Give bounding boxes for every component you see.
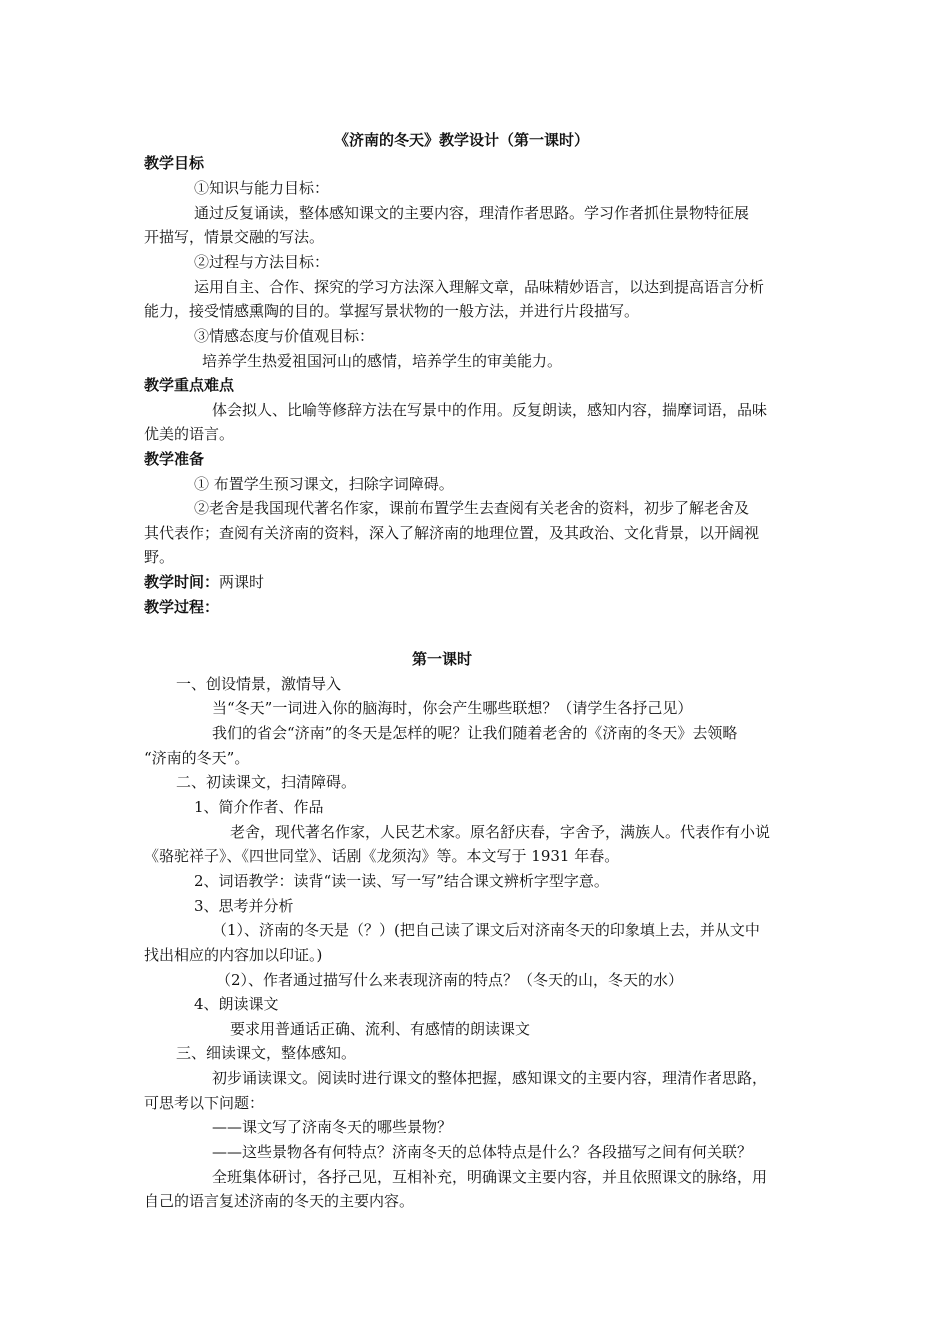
section-2-question-1-line-1: （1）、济南的冬天是（？）(把自己读了课文后对济南冬天的印象填上去，并从文中 (212, 921, 760, 939)
key-points-text-2: 优美的语言。 (144, 425, 235, 443)
lesson-heading: 第一课时 (412, 650, 473, 668)
knowledge-text-1: 通过反复诵读，整体感知课文的主要内容，理清作者思路。学习作者抓住景物特征展 (194, 204, 750, 222)
section-2-title: 二、初读课文，扫清障碍。 (176, 773, 357, 791)
process-label: ②过程与方法目标： (194, 253, 330, 271)
section-2-question-2: （2）、作者通过描写什么来表现济南的特点？（冬天的山，冬天的水） (216, 971, 684, 989)
section-2-item-1: 1、简介作者、作品 (194, 798, 324, 816)
process-text-1: 运用自主、合作、探究的学习方法深入理解文章，品味精妙语言，以达到提高语言分析 (194, 278, 765, 296)
section-2-item-4-text: 要求用普通话正确、流利、有感情的朗读课文 (230, 1020, 531, 1038)
preparation-heading: 教学准备 (144, 450, 205, 468)
section-3-paragraph-1-line-2: 可思考以下问题： (144, 1094, 265, 1112)
preparation-item-2-line-2: 其代表作；查阅有关济南的资料，深入了解济南的地理位置，及其政治、文化背景，以开阔视 (144, 524, 760, 542)
key-points-heading: 教学重点难点 (144, 376, 235, 394)
section-3-paragraph-2-line-1: 全班集体研讨，各抒己见，互相补充，明确课文主要内容，并且依照课文的脉络，用 (212, 1168, 768, 1186)
section-3-question-1: ——课文写了济南冬天的哪些景物？ (212, 1118, 453, 1136)
process-heading: 教学过程： (144, 598, 220, 616)
key-points-text-1: 体会拟人、比喻等修辞方法在写景中的作用。反复朗读，感知内容，揣摩词语，品味 (212, 401, 768, 419)
section-3-title: 三、细读课文，整体感知。 (176, 1044, 357, 1062)
teaching-time (144, 572, 264, 592)
knowledge-label: ①知识与能力目标： (194, 179, 330, 197)
section-2-item-2: 2、词语教学：读背“读一读、写一写”结合课文辨析字型字意。 (194, 872, 609, 890)
section-2-item-4: 4、朗读课文 (194, 995, 279, 1013)
section-3-paragraph-1-line-1: 初步诵读课文。阅读时进行课文的整体把握，感知课文的主要内容，理清作者思路， (212, 1069, 768, 1087)
knowledge-text-2: 开描写，情景交融的写法。 (144, 228, 325, 246)
section-2-item-1-text-2: 《骆驼祥子》、《四世同堂》、话剧《龙须沟》等。本文写于 1931 年春。 (144, 847, 620, 865)
emotion-text: 培养学生热爱祖国河山的感情，培养学生的审美能力。 (202, 352, 563, 370)
preparation-item-2-line-3: 野。 (144, 548, 175, 566)
section-1-paragraph-1: 当“冬天”一词进入你的脑海时，你会产生哪些联想？（请学生各抒己见） (212, 699, 693, 717)
section-2-item-3: 3、思考并分析 (194, 897, 294, 915)
page-title: 《济南的冬天》教学设计（第一课时） (334, 131, 590, 149)
section-3-question-2: ——这些景物各有何特点？济南冬天的总体特点是什么？各段描写之间有何关联？ (212, 1143, 753, 1161)
preparation-item-1: ① 布置学生预习课文，扫除字词障碍。 (194, 475, 454, 493)
teaching-time-value: 两课时 (219, 573, 265, 591)
section-1-paragraph-2-line-2: “济南的冬天”。 (144, 749, 250, 767)
section-2-question-1-line-2: 找出相应的内容加以印证。) (144, 946, 323, 964)
process-text-2: 能力，接受情感熏陶的目的。掌握写景状物的一般方法，并进行片段描写。 (144, 302, 640, 320)
section-2-item-1-text-1: 老舍，现代著名作家，人民艺术家。原名舒庆春，字舍予，满族人。代表作有小说 (230, 823, 771, 841)
section-1-title: 一、创设情景，激情导入 (176, 675, 342, 693)
preparation-item-2-line-1: ②老舍是我国现代著名作家，课前布置学生去查阅有关老舍的资料，初步了解老舍及 (194, 499, 750, 517)
section-3-paragraph-2-line-2: 自己的语言复述济南的冬天的主要内容。 (144, 1192, 415, 1210)
emotion-label: ③情感态度与价值观目标： (194, 327, 375, 345)
section-1-paragraph-2-line-1: 我们的省会“济南”的冬天是怎样的呢？让我们随着老舍的《济南的冬天》去领略 (212, 724, 738, 742)
objectives-heading: 教学目标 (144, 154, 205, 172)
teaching-time-label: 教学时间： (144, 573, 220, 591)
